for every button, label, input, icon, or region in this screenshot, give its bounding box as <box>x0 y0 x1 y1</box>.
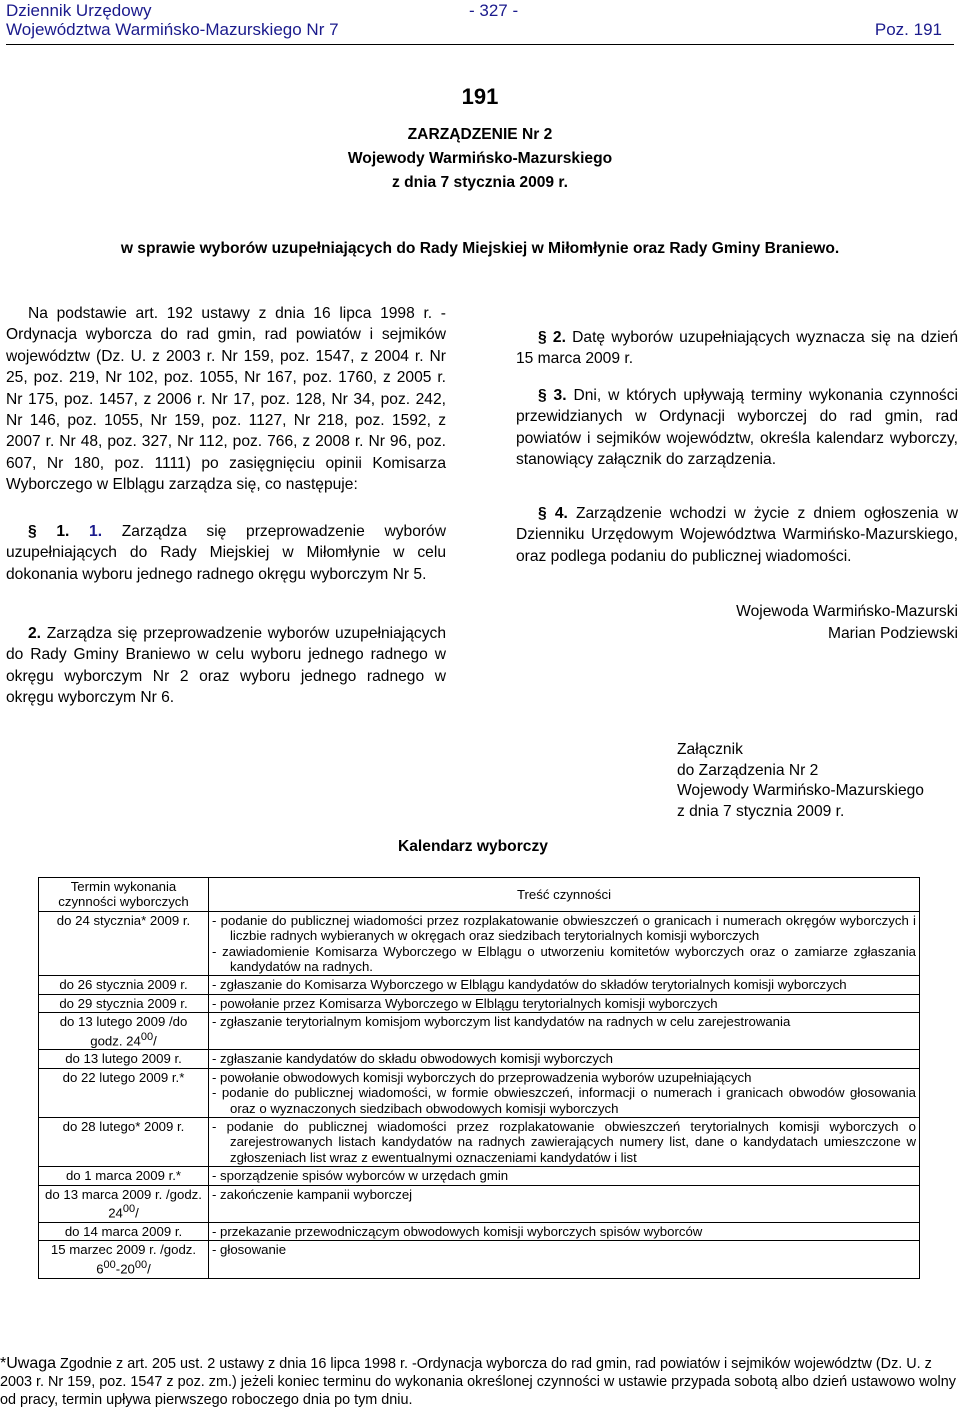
journal-name: Dziennik Urzędowy <box>6 1 152 20</box>
position-number: Poz. 191 <box>874 20 942 39</box>
activity-item: - podanie do publicznej wiadomości, w formie obwieszczeń, informacji o numerach i granicach obwodów głosowania oraz o wyznaczonych siedzibach obwodowych komisji wyborczych <box>212 1085 916 1116</box>
section-4-label: § 4. <box>538 505 568 522</box>
table-row <box>39 1013 920 1050</box>
term-text-tail: / <box>147 1261 151 1277</box>
table-row <box>39 1241 920 1278</box>
term-cell <box>39 976 209 994</box>
act-title: ZARZĄDZENIE Nr 2 <box>407 126 553 143</box>
journal-header <box>6 0 954 45</box>
term-text-tail: / <box>135 1205 139 1221</box>
term-cell <box>39 1222 209 1240</box>
section-2-label: § 2. <box>538 329 566 346</box>
term-text: do 13 lutego 2009 /do godz. 24 <box>59 1014 188 1049</box>
content-cell <box>209 1068 920 1117</box>
section-1-point-1-number: 1. <box>89 523 103 540</box>
calendar-body <box>39 911 920 1278</box>
attachment-line-3: Wojewody Warmińsko-Mazurskiego <box>677 782 924 799</box>
activity-item: - podanie do publicznej wiadomości przez rozplakatowanie obwieszczeń o granicach i numerach okręgów wyborczych i liczbie radnych wybieranych w okręgach oraz siedzibach terytorialnych komisji wyborczych <box>212 912 916 944</box>
content-cell <box>209 976 920 994</box>
term-text-tail: / <box>153 1033 157 1049</box>
attachment-line-2: do Zarządzenia Nr 2 <box>677 761 819 779</box>
act-subject: w sprawie wyborów uzupełniających do Rady Miejskiej w Miłomłynie oraz Rady Gminy Braniewo. <box>120 240 840 257</box>
table-row <box>39 911 920 976</box>
column-header-term: Termin wykonania czynności wyborczych <box>39 878 209 912</box>
section-3-label: § 3. <box>538 387 567 404</box>
content-cell <box>209 1013 920 1050</box>
section-1-label: § 1. <box>28 523 70 540</box>
term-cell <box>39 1241 209 1278</box>
term-text: do 14 marca 2009 r. <box>64 1223 183 1239</box>
term-superscript: 00 <box>122 1203 136 1216</box>
activity-item: - powołanie obwodowych komisji wyborczych do przeprowadzenia wyborów uzupełniających <box>212 1069 752 1085</box>
calendar-title: Kalendarz wyborczy <box>398 838 548 855</box>
term-text: do 26 stycznia 2009 r. <box>59 977 188 993</box>
term-text: do 28 lutego* 2009 r. <box>62 1119 185 1135</box>
term-superscript: 00 <box>103 1258 116 1271</box>
term-text: do 24 stycznia* 2009 r. <box>56 912 191 928</box>
term-text: do 13 lutego 2009 r. <box>65 1051 182 1067</box>
calendar-table <box>38 877 920 1279</box>
attachment-header <box>677 740 924 822</box>
section-1-point-2-text: Zarządza się przeprowadzenie wyborów uzupełniających do Rady Gminy Braniewo w celu wyboru jednego radnego w okręgu wyborczym Nr 2 oraz wyboru jednego radnego w okręgu wyborczym Nr 6. <box>6 625 446 707</box>
activity-item: - sporządzenie spisów wyborców w urzędach gmin <box>212 1168 509 1184</box>
table-header-row <box>39 878 920 912</box>
term-text-mid: -20 <box>115 1261 135 1277</box>
table-row <box>39 1050 920 1068</box>
activity-item: - zgłaszanie kandydatów do składu obwodowych komisji wyborczych <box>212 1051 613 1067</box>
journal-issue: Województwa Warmińsko-Mazurskiego Nr 7 <box>6 20 339 39</box>
table-row <box>39 994 920 1012</box>
section-4 <box>516 503 958 567</box>
activity-item: - głosowanie <box>212 1242 287 1258</box>
term-cell <box>39 994 209 1012</box>
term-text: 15 marzec 2009 r. /godz. 6 <box>50 1242 197 1277</box>
activity-item: - powołanie przez Komisarza Wyborczego w Elblągu terytorialnych komisji wyborczych <box>212 995 718 1011</box>
footnote-text: Zgodnie z art. 205 ust. 2 ustawy z dnia 16 lipca 1998 r. -Ordynacja wyborcza do rad gmin, rad powiatów i sejmików województw (Dz. U. z 2003 r. Nr 159, poz. 1547 z poz. zm.) jeżeli koniec terminu do wykonania określonej czynności w ustawie przypada sobotą albo dzień ustawowo wolny od pracy, termin upływa pierwszego roboczego dnia po tym dniu. <box>0 1356 956 1408</box>
table-row <box>39 1118 920 1167</box>
content-cell <box>209 1118 920 1167</box>
term-text: do 1 marca 2009 r.* <box>65 1168 182 1184</box>
term-text: do 29 stycznia 2009 r. <box>59 995 188 1011</box>
table-row <box>39 976 920 994</box>
footnote <box>0 1355 960 1409</box>
term-cell <box>39 911 209 976</box>
section-4-text: Zarządzenie wchodzi w życie z dniem ogłoszenia w Dzienniku Urzędowym Województwa Warmińsko-Mazurskiego, oraz podlega podaniu do publicznej wiadomości. <box>516 505 958 565</box>
term-cell <box>39 1118 209 1167</box>
section-1-point-1-text: Zarządza się przeprowadzenie wyborów uzupełniających do Rady Miejskiej w Miłomłynie w celu dokonania wyboru jednego radnego okręgu wyborczym Nr 5. <box>6 523 446 583</box>
attachment-line-1: Załącznik <box>677 741 743 758</box>
term-cell <box>39 1050 209 1068</box>
content-cell <box>209 1185 920 1222</box>
content-cell <box>209 1050 920 1068</box>
section-3 <box>516 385 958 471</box>
section-1-point-2 <box>6 623 446 709</box>
activity-item: - zgłaszanie terytorialnym komisjom wyborczym list kandydatów na radnych w celu zarejestrowania <box>212 1014 791 1030</box>
section-2 <box>516 327 958 370</box>
act-number: 191 <box>461 84 499 109</box>
activity-item: - przekazanie przewodniczącym obwodowych komisji wyborczych spisów wyborców <box>212 1223 703 1239</box>
term-cell <box>39 1013 209 1050</box>
preamble: Na podstawie art. 192 ustawy z dnia 16 lipca 1998 r. - Ordynacja wyborcza do rad gmin, rad powiatów i sejmików województw (Dz. U. z 2003 r. Nr 159, poz. 1547, z 2004 r. Nr 25, poz. 219, Nr 102, poz. 1055, Nr 167, poz. 1760, z 2005 r. Nr 175, poz. 1457, z 2006 r. Nr 17, poz. 128, Nr 34, poz. 242, Nr 146, poz. 1055, Nr 159, poz. 1127, Nr 218, poz. 1592, z 2007 r. Nr 48, poz. 327, Nr 112, poz. 766, z 2008 r. Nr 96, poz. 607, Nr 180, poz. 1111) po zasięgnięciu opinii Komisarza Wyborczego w Elblągu zarządza się, co następuje: <box>6 305 446 494</box>
activity-item: - zawiadomienie Komisarza Wyborczego w Elblągu o utworzeniu komitetów wyborczych oraz o zamiarze zgłaszania kandydatów na radnych. <box>212 943 916 975</box>
section-2-text: Datę wyborów uzupełniających wyznacza się na dzień 15 marca 2009 r. <box>516 329 958 368</box>
activity-item: - zgłaszanie do Komisarza Wyborczego w Elblągu kandydatów do składów terytorialnych komisji wyborczych <box>212 977 847 993</box>
act-date: z dnia 7 stycznia 2009 r. <box>392 174 568 191</box>
activity-item: - zakończenie kampanii wyborczej <box>212 1186 413 1202</box>
section-1 <box>6 521 446 585</box>
page-number: - 327 - <box>469 1 519 20</box>
term-cell <box>39 1167 209 1185</box>
signature-role: Wojewoda Warmińsko-Mazurski <box>736 603 958 620</box>
table-row <box>39 1167 920 1185</box>
table-row <box>39 1222 920 1240</box>
signature-name: Marian Podziewski <box>828 625 958 642</box>
content-cell <box>209 911 920 976</box>
content-cell <box>209 1241 920 1278</box>
term-text: do 13 marca 2009 r. /godz. 24 <box>45 1186 202 1221</box>
content-cell <box>209 1222 920 1240</box>
section-3-text: Dni, w których upływają terminy wykonania czynności przewidzianych w Ordynacji wyborczej do rad gmin, rad powiatów i sejmików województw, określa kalendarz wyborczy, stanowiący załącznik do zarządzenia. <box>516 387 958 469</box>
term-cell <box>39 1185 209 1222</box>
footnote-label: *Uwaga <box>0 1355 57 1372</box>
table-row <box>39 1068 920 1117</box>
content-cell <box>209 994 920 1012</box>
term-text: do 22 lutego 2009 r.* <box>62 1069 185 1085</box>
term-cell <box>39 1068 209 1117</box>
column-header-content: Treść czynności <box>209 878 920 912</box>
table-row <box>39 1185 920 1222</box>
term-superscript: 00 <box>134 1258 148 1271</box>
content-cell <box>209 1167 920 1185</box>
term-superscript: 00 <box>140 1030 154 1043</box>
act-issuer: Wojewody Warmińsko-Mazurskiego <box>347 150 613 167</box>
attachment-line-4: z dnia 7 stycznia 2009 r. <box>677 802 845 820</box>
signature <box>736 601 958 645</box>
activity-item: - podanie do publicznej wiadomości przez rozplakatowanie obwieszczeń terytorialnych komisji wyborczych o zarejestrowanych listach kandydatów na radnych zawierających numery list, dane o kandydatach umieszczone w zgłoszeniach list wraz z ewentualnymi oznaczeniami kandydatów i list <box>212 1119 916 1165</box>
section-1-point-2-number: 2. <box>28 625 42 642</box>
